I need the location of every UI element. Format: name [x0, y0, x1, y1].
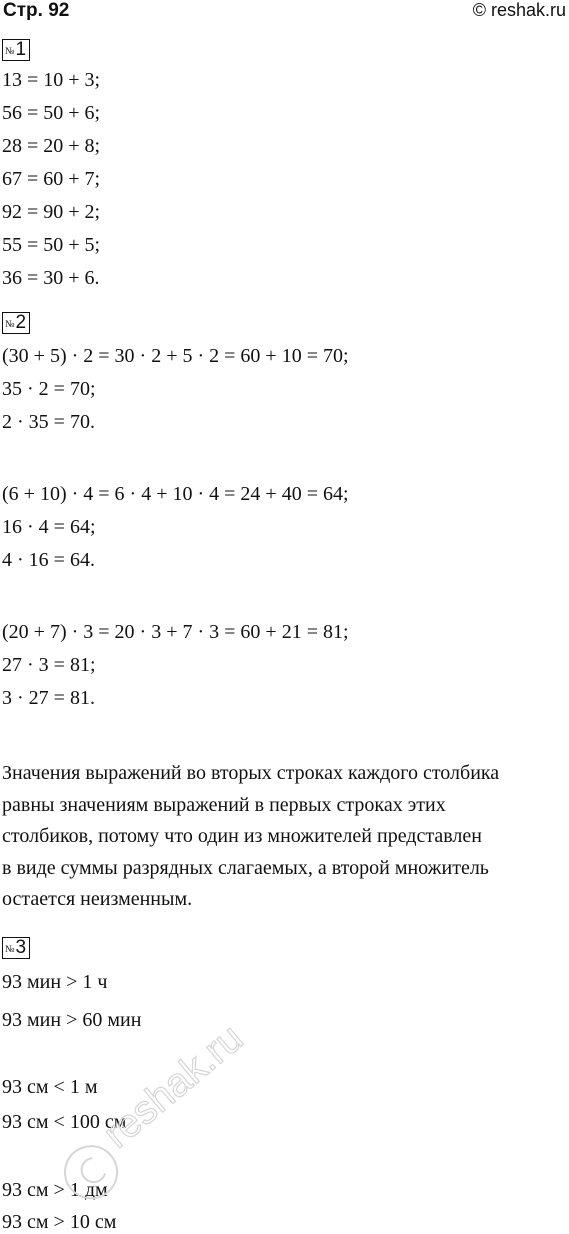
comparison-line: 93 мин > 60 мин [2, 1009, 142, 1031]
explanation-line: столбиков, потому что один из множителей представлен [2, 825, 482, 847]
task-badge-3 [2, 937, 30, 959]
explanation-line: равны значениям выражений в первых строках этих [2, 793, 446, 816]
watermark-text: reshak.ru [95, 1015, 252, 1157]
explanation-line: Значения выражений во вторых строках каждого столбика [2, 762, 500, 784]
task-number: 1 [15, 39, 27, 60]
number-sign: № [5, 46, 15, 57]
equation-line: 4 · 16 = 64. [2, 549, 95, 571]
site-credit: © reshak.ru [472, 0, 566, 20]
equation-line: 16 · 4 = 64; [2, 516, 96, 538]
number-sign: № [5, 944, 15, 955]
explanation-line: в виде суммы разрядных слагаемых, а второй множитель [2, 856, 489, 879]
explanation-line: остается неизменным. [2, 888, 193, 910]
task-badge-1 [2, 39, 30, 61]
comparison-line: 93 см < 100 см [2, 1111, 127, 1133]
equation-line: 28 = 20 + 8; [2, 135, 101, 157]
equation-line: 27 · 3 = 81; [2, 654, 96, 676]
equation-line: (30 + 5) · 2 = 30 · 2 + 5 · 2 = 60 + 10 = 70; [2, 345, 349, 367]
comparison-line: 93 см > 1 дм [2, 1179, 108, 1201]
equation-line: 92 = 90 + 2; [2, 201, 101, 223]
equation-line: 2 · 35 = 70. [2, 411, 95, 433]
task-badge-2 [2, 312, 30, 334]
explanation-paragraph [2, 758, 567, 916]
equation-line: 56 = 50 + 6; [2, 102, 101, 124]
equation-line: 55 = 50 + 5; [2, 234, 101, 256]
page-number: Стр. 92 [3, 0, 70, 21]
comparison-line: 93 см < 1 м [2, 1076, 98, 1098]
equation-line: 3 · 27 = 81. [2, 687, 95, 709]
equation-line: (20 + 7) · 3 = 20 · 3 + 7 · 3 = 60 + 21 = 81; [2, 621, 349, 643]
equation-line: 13 = 10 + 3; [2, 69, 101, 91]
task-number: 3 [15, 937, 27, 958]
page-header [0, 0, 569, 30]
comparison-line: 93 см > 10 см [2, 1211, 117, 1233]
equation-line: 36 = 30 + 6. [2, 267, 100, 289]
equation-line: (6 + 10) · 4 = 6 · 4 + 10 · 4 = 24 + 40 = 64; [2, 483, 349, 505]
number-sign: № [5, 319, 15, 330]
equation-line: 67 = 60 + 7; [2, 168, 101, 190]
equation-line: 35 · 2 = 70; [2, 378, 96, 400]
task-number: 2 [15, 312, 27, 333]
comparison-line: 93 мин > 1 ч [2, 971, 108, 993]
